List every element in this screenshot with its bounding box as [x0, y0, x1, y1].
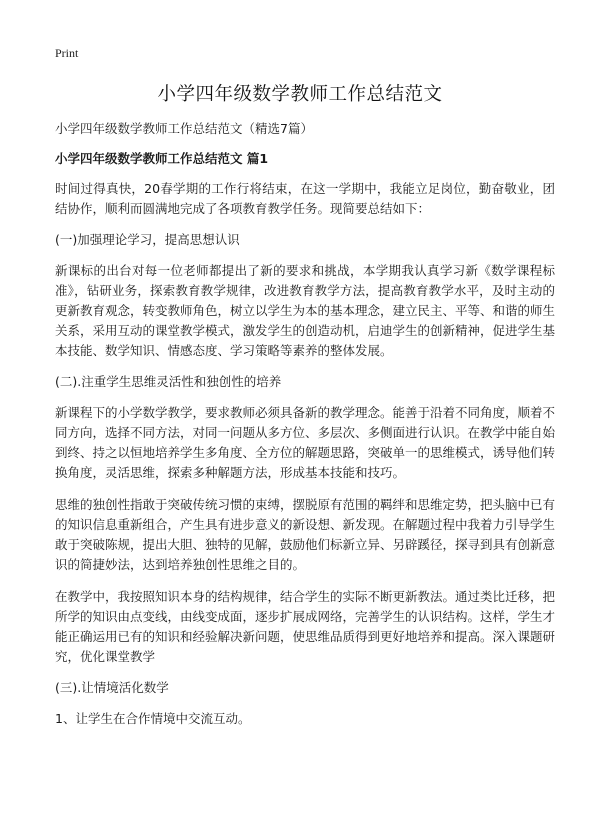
intro-paragraph: 时间过得真快，20春学期的工作行将结束，在这一学期中，我能立足岗位，勤奋敬业，团结协作，顺利而圆满地完成了各项教育教学任务。现简要总结如下：	[55, 181, 555, 216]
document-subtitle: 小学四年级数学教师工作总结范文（精选7篇）	[55, 121, 313, 136]
document-title: 小学四年级数学教师工作总结范文	[157, 84, 443, 105]
paragraph-2: 新课程下的小学数学教学，要求教师必须具备新的教学理念。能善于沿着不同角度，顺着不同方向，选择不同方法，对同一问题从多方位、多层次、多侧面进行认识。在教学中能自始到终、持之以恒地培养学生多角度、全方位的解题思路，突破单一的思维模式，诱导他们转换角度，灵活思维，探索多种解题方法，形成基本技能和技巧。	[55, 405, 556, 480]
heading-3: (三).让情境活化数学	[55, 680, 169, 695]
paragraph-5: 1、让学生在合作情境中交流互动。	[55, 711, 251, 726]
heading-1: (一)加强理论学习，提高思想认识	[55, 232, 240, 247]
print-link[interactable]: Print	[55, 46, 79, 60]
document-body	[55, 120, 555, 741]
heading-2: (二).注重学生思维灵活性和独创性的培养	[55, 374, 282, 389]
paragraph-3: 思维的独创性指敢于突破传统习惯的束缚，摆脱原有范围的羁绊和思维定势，把头脑中已有的知识信息重新组合，产生具有进步意义的新设想、新发现。在解题过程中我着力引导学生敢于突破陈规，提出大胆、独特的见解，鼓励他们标新立异、另辟蹊径，探寻到具有创新意识的简捷妙法，达到培养独创性思维之目的。	[55, 497, 556, 572]
section-title: 小学四年级数学教师工作总结范文 篇1	[55, 151, 269, 166]
paragraph-1: 新课标的出台对每一位老师都提出了新的要求和挑战，本学期我认真学习新《数学课程标准》，钻研业务，探索教育教学规律，改进教育教学方法，提高教育教学水平，及时主动的更新教育观念，转变教师角色，树立以学生为本的基本理念，建立民主、平等、和谐的师生关系，采用互动的课堂教学模式，激发学生的创造动机，启迪学生的创新精神，促进学生基本技能、数学知识、情感态度、学习策略等素养的整体发展。	[55, 263, 556, 358]
paragraph-4: 在教学中，我按照知识本身的结构规律，结合学生的实际不断更新教法。通过类比迁移，把所学的知识由点变线，由线变成面，逐步扩展成网络，完善学生的认识结构。这样，学生才能正确运用已有的知识和经验解决新问题，使思维品质得到更好地培养和提高。深入课题研究，优化课堂教学	[55, 589, 556, 664]
